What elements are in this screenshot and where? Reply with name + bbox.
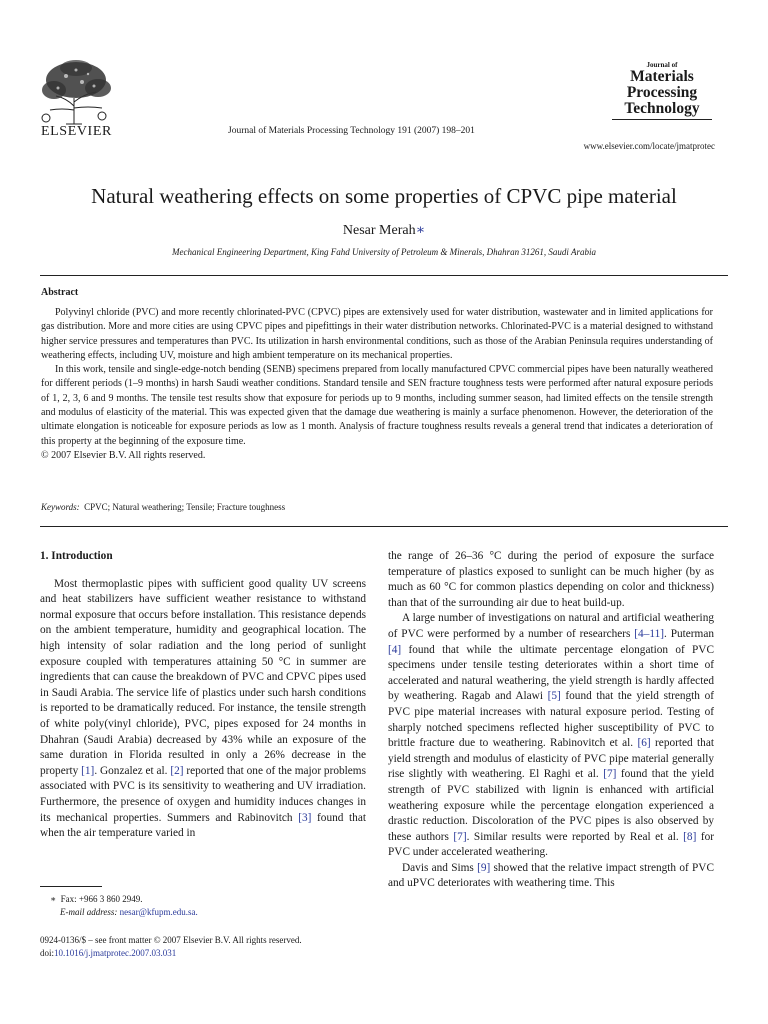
- author-footnote: [50, 893, 198, 919]
- journal-name-line1: Materials: [630, 68, 694, 85]
- intro-text: reported that yield strength and modulus of elasticity of PVC pipe material generally rise slightly with weathering. El Raghi et al.: [388, 737, 714, 781]
- doi-label: doi:: [40, 948, 55, 958]
- citation-link[interactable]: [5]: [547, 690, 561, 703]
- journal-url-link[interactable]: www.elsevier.com/locate/jmatprotec: [583, 141, 715, 151]
- footnote-fax-line: [50, 893, 198, 906]
- intro-text: found that when the air temperature varied in: [40, 811, 366, 840]
- keywords-label: Keywords:: [41, 502, 80, 512]
- abstract-body: [41, 306, 713, 463]
- abstract-divider: [40, 526, 728, 527]
- intro-text: . Puterman: [664, 627, 714, 640]
- left-column: [40, 549, 366, 842]
- elsevier-tree-logo-icon: [36, 58, 116, 126]
- intro-text: found that the yield strength of PVC pipe material increases with natural exposure period. Testing of sharply notched specimens reflected higher susceptibility of PVC to brittle fracture due to weathering. Rabinovitch et al.: [388, 690, 714, 750]
- intro-text: for PVC under accelerated weathering.: [388, 830, 715, 859]
- intro-paragraph-1: [40, 577, 366, 842]
- intro-paragraph-3: [388, 861, 714, 892]
- right-column: [388, 549, 714, 892]
- author-line: [40, 222, 728, 239]
- citation-link[interactable]: [9]: [477, 861, 491, 874]
- intro-paragraph-2: [388, 611, 714, 861]
- footnote-divider: [40, 886, 102, 887]
- abstract-paragraph-1: Polyvinyl chloride (PVC) and more recently chlorinated-PVC (CPVC) pipes are extensively used for water distribution, wastewater and in limited applications for gas distribution. More and more cities are using CPVC pipes and pipefittings in their water distribution networks. Chlorinated-PVC is a material designed to withstand higher service pressures and temperatures than PVC. Its utilization in harsh environmental conditions, such as those of the Arabian Peninsula requires understanding of weathering effects, including UV, moisture and high ambient temperature on its mechanical properties.: [41, 307, 713, 361]
- abstract-paragraph-2: In this work, tensile and single-edge-notch bending (SENB) specimens prepared from locally manufactured CPVC commercial pipes have been naturally weathered for different periods (1–9 months) in harsh Saudi weather conditions. Standard tensile and SEN fracture toughness tests were performed after natural exposure periods of 1, 2, 3, 6 and 9 months. The tensile test results show that exposure for periods up to 9 months, including summer season, had limited effects on the tensile strength and modulus of elasticity of the material. This was expected given that the damage due weathering is mainly a surface phenomenon. However, the deterioration of the ultimate elongation is noticeable for exposure periods as low as 1 month. Analysis of fracture toughness results reveals a general trend that indicates a deterioration of this property at the beginning of the exposure time.: [41, 364, 713, 447]
- front-matter-copyright: 0924-0136/$ – see front matter © 2007 Elsevier B.V. All rights reserved.: [40, 935, 302, 945]
- intro-paragraph-continued: the range of 26–36 °C during the period of exposure the surface temperature of plastics exposed to sunlight can be much higher (by as much as 60 °C for common plastics depending on color and thickness) than that of the surrounding air due to heat build-up.: [388, 550, 714, 609]
- intro-text: found that while the ultimate percentage elongation of PVC specimens under tensile testing deteriorates within a short time of accelerated and natural weathering, the yield strength is hardly affected by weathering. Ragab and Alawi: [388, 643, 714, 703]
- abstract-heading: Abstract: [41, 287, 79, 298]
- citation-link[interactable]: [6]: [637, 737, 651, 750]
- citation-link[interactable]: [2]: [170, 764, 184, 777]
- intro-text: . Similar results were reported by Real et al.: [466, 830, 684, 843]
- keywords-text: CPVC; Natural weathering; Tensile; Fracture toughness: [84, 502, 286, 512]
- footnote-mark: ∗: [50, 894, 57, 904]
- doi-link[interactable]: 10.1016/j.jmatprotec.2007.03.031: [54, 948, 177, 958]
- intro-text: A large number of investigations on natural and artificial weathering of PVC were performed by a number of researchers: [388, 612, 714, 640]
- footnote-email-link[interactable]: nesar@kfupm.edu.sa.: [119, 907, 198, 917]
- footnote-fax: Fax: +966 3 860 2949.: [60, 894, 143, 904]
- journal-reference: Journal of Materials Processing Technology 191 (2007) 198–201: [228, 126, 475, 136]
- citation-link[interactable]: [8]: [683, 830, 697, 843]
- front-matter: [40, 934, 302, 960]
- abstract-copyright: © 2007 Elsevier B.V. All rights reserved.: [41, 449, 206, 461]
- author-affiliation: Mechanical Engineering Department, King Fahd University of Petroleum & Minerals, Dhahran 31261, Saudi Arabia: [172, 247, 596, 257]
- journal-name-line3: Technology: [624, 100, 700, 117]
- section-heading-introduction: 1. Introduction: [40, 550, 113, 562]
- intro-text: . Gonzalez et al.: [94, 764, 171, 777]
- citation-link[interactable]: [3]: [298, 811, 312, 824]
- article-title: Natural weathering effects on some properties of CPVC pipe material: [91, 184, 677, 208]
- citation-link[interactable]: [7]: [603, 768, 617, 781]
- citation-link[interactable]: [4–11]: [634, 627, 664, 640]
- author-footnote-link[interactable]: ∗: [415, 223, 426, 238]
- intro-text: reported that one of the major problems associated with PVC is its sensitivity to weathering and UV irradiation. Furthermore, the presence of oxygen and humidity induces changes in its mechanical properties. Summers and Rabinovitch: [40, 764, 366, 824]
- citation-link[interactable]: [4]: [388, 643, 402, 656]
- footnote-email-label: E-mail address:: [60, 907, 118, 917]
- journal-title-box: [612, 62, 712, 120]
- intro-text: Most thermoplastic pipes with sufficient good quality UV screens and heat stabilizers have sufficient weather resistance to withstand normal exposure that occurs before installation. This resistance depends on the ambient temperature, humidity and geographical location. The high intensity of solar radiation and the long period of sunlight exposure coupled with temperatures attaining 50 °C in summer are ingredients that can cause the breakdown of PVC and CPVC pipes used in Saudi Arabia. The service life of plastics under such harsh conditions is reported to be dramatically reduced. For instance, the tensile strength of white poly(vinyl chloride), PVC, pipes exposed for 24 months in Dhahran (Saudi Arabia) decreased by 43% while an exposure of the same duration in Florida resulted in only a 26% decrease in the property: [40, 577, 366, 777]
- journal-of-label: Journal of: [646, 61, 678, 69]
- footnote-email-line: [50, 906, 198, 919]
- author-name: Nesar Merah: [342, 223, 416, 238]
- intro-text: found that the yield strength of PVC stabilized with lignin is enhanced with artificial weathering exposure while the percentage elongation experienced a drastic reduction. Discoloration of the PVC pipes is also observed by these authors: [388, 768, 714, 843]
- intro-text: showed that the relative impact strength of PVC and uPVC deteriorates with weathering time. This: [388, 861, 714, 890]
- publisher-name: ELSEVIER: [41, 124, 112, 139]
- top-divider: [40, 275, 728, 276]
- journal-name-line2: Processing: [626, 84, 698, 101]
- citation-link[interactable]: [7]: [453, 830, 467, 843]
- keywords-line: [41, 502, 285, 512]
- citation-link[interactable]: [1]: [81, 764, 95, 777]
- intro-text: Davis and Sims: [402, 861, 478, 874]
- doi-line: [40, 947, 302, 960]
